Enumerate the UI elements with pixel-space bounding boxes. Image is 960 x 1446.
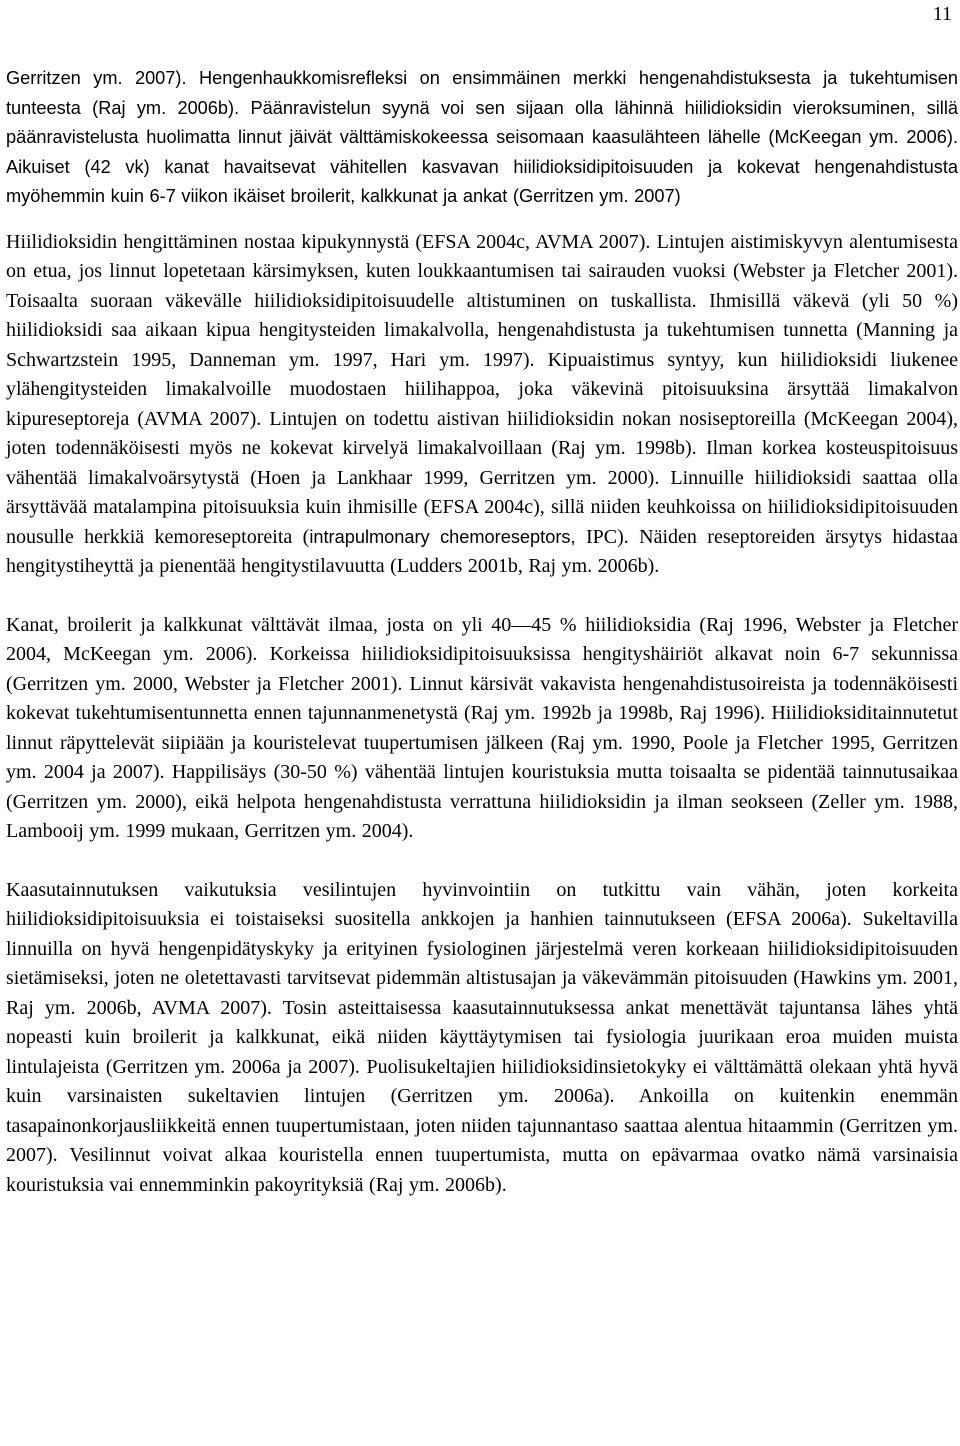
paragraph-2 [6,228,958,582]
page-number: 11 [932,3,952,25]
paragraph-gap [6,212,958,228]
paragraph-2-tail: IPC). Näiden reseptoreiden ärsytys hidastaa hengitystiheyttä ja pienentää hengitystilavuutta (Ludders 2001b, Raj ym. 2006b). [6,525,959,577]
paragraph-1: Gerritzen ym. 2007). Hengenhaukkomisrefleksi on ensimmäinen merkki hengenahdistuksesta ja tukehtumisen tunteesta (Raj ym. 2006b). Päänravistelun syynä voi sen sijaan olla lähinnä hiilidioksidin vieroksuminen, sillä päänravistelusta huolimatta linnut jäivät välttämiskokeessa seisomaan kaasulähteen lähelle (McKeegan ym. 2006). Aikuiset (42 vk) kanat havaitsevat vähitellen kasvavan hiilidioksidipitoisuuden ja kokevat hengenahdistusta myöhemmin kuin 6-7 viikon ikäiset broilerit, kalkkunat ja ankat (Gerritzen ym. 2007) [6,68,958,206]
paragraph-2-text: Hiilidioksidin hengittäminen nostaa kipukynnystä (EFSA 2004c, AVMA 2007). Lintujen aistimiskyvyn alentumisesta on etua, jos linnut lopetetaan kärsimyksen, kuten loukkaantumisen tai sairauden vuoksi (Webster ja Fletcher 2001). Toisaalta suoraan väkevälle hiilidioksidipitoisuudelle altistuminen on tuskallista. Ihmisillä väkevä (yli 50 %) hiilidioksidi saa aikaan kipua hengitysteiden limakalvolla, hengenahdistusta ja tukehtumisen tunnetta (Manning ja Schwartzstein 1995, Danneman ym. 1997, Hari ym. 1997). Kipuaistimus syntyy, kun hiilidioksidi liukenee ylähengitysteiden limakalvoille muodostaen hiilihappoa, joka väkevinä pitoisuuksina ärsyttää limakalvon kipureseptoreja (AVMA 2007). Lintujen on todettu aistivan hiilidioksidin nokan nosiseptoreilla (McKeegan 2004), joten todennäköisesti myös ne kokevat kirvelyä limakalvoillaan (Raj ym. 1998b). Ilman korkea kosteuspitoisuus vähentää limakalvoärsytystä (Hoen ja Lankhaar 1999, Gerritzen ym. 2000). Linnuille hiilidioksidi saattaa olla ärsyttävää matalampina pitoisuuksia kuin ihmisille (EFSA 2004c), sillä niiden keuhkoissa on hiilidioksidipitoisuuden nousulle herkkiä kemoreseptoreita ( [6,230,958,548]
paragraph-3: Kanat, broilerit ja kalkkunat välttävät ilmaa, josta on yli 40—45 % hiilidioksidia (Raj 1996, Webster ja Fletcher 2004, McKeegan ym. 2006). Korkeissa hiilidioksidipitoisuuksissa hengityshäiriöt alkavat noin 6-7 sekunnissa (Gerritzen ym. 2000, Webster ja Fletcher 2001). Linnut kärsivät vakavista hengenahdistusoireista ja todennäköisesti kokevat tukehtumisentunnetta ennen tajunnanmenetystä (Raj ym. 1992b ja 1998b, Raj 1996). Hiilidioksiditainnutetut linnut räpyttelevät siipiään ja kouristelevat tuupertumisen jälkeen (Raj ym. 1990, Poole ja Fletcher 1995, Gerritzen ym. 2004 ja 2007). Happilisäys (30-50 %) vähentää lintujen kouristuksia mutta toisaalta se pidentää tainnutusaikaa (Gerritzen ym. 2000), eikä helpota hengenahdistusta verrattuna hiilidioksidin ja ilman seokseen (Zeller ym. 1988, Lambooij ym. 1999 mukaan, Gerritzen ym. 2004). [6,613,958,842]
paragraph-4: Kaasutainnutuksen vaikutuksia vesilintujen hyvinvointiin on tutkittu vain vähän, joten korkeita hiilidioksidipitoisuuksia ei toistaiseksi suositella ankkojen ja hanhien tainnutukseen (EFSA 2006a). Sukeltavilla linnuilla on hyvä hengenpidätyskyky ja erityinen fysiologinen järjestelmä veren korkeaan hiilidioksidipitoisuuden sietämiseksi, joten ne oletettavasti tarvitsevat pidemmän altistusajan ja väkevämmän pitoisuuden (Hawkins ym. 2001, Raj ym. 2006b, AVMA 2007). Tosin asteittaisessa kaasutainnutuksessa ankat menettävät tajuntansa lähes yhtä nopeasti kuin broilerit ja kalkkunat, eikä niiden käyttäytymisen tai fysiologia juurikaan eroa muiden muista lintulajeista (Gerritzen ym. 2006a ja 2007). Puolisukeltajien hiilidioksidinsietokyky ei välttämättä olekaan yhtä hyvä kuin varsinaisten sukeltavien lintujen (Gerritzen ym. 2006a). Ankoilla on kuitenkin enemmän tasapainonkorjausliikkeitä ennen tuupertumistaan, joten niiden tajunnantaso saattaa alentua hitaammin (Gerritzen ym. 2007). Vesilinnut voivat alkaa kouristella ennen tuupertumista, mutta on epävarmaa ovatko nämä varsinaisia kouristuksia vai ennemminkin pakoyrityksiä (Raj ym. 2006b). [6,878,958,1196]
paragraph-gap [6,847,958,876]
paragraph-2-term: intrapulmonary chemoreseptors, [309,526,576,547]
body-text [6,64,958,1200]
paragraph-gap [6,582,958,611]
